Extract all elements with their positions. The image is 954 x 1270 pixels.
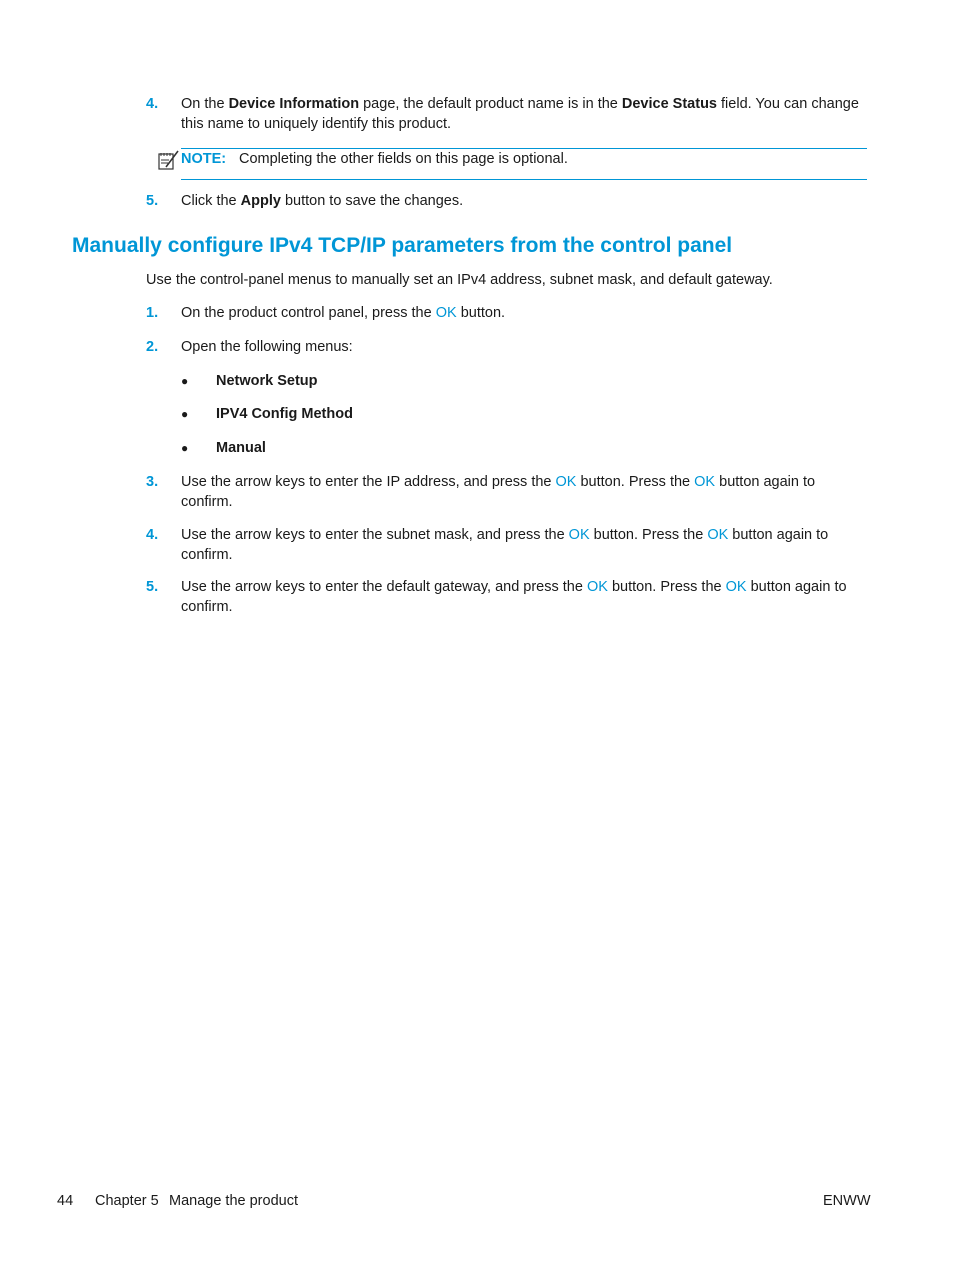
ok-button-ref: OK: [694, 474, 716, 490]
footer-right: ENWW: [823, 1193, 871, 1209]
ok-button-ref: OK: [586, 579, 608, 595]
note-label: NOTE:: [181, 151, 227, 167]
step-text: On the Device Information page, the default product name is in the Device Status field. You can change this name to uniquely identify this product.: [181, 96, 859, 132]
section-intro: Use the control-panel menus to manually set an IPv4 address, subnet mask, and default gateway.: [146, 272, 773, 288]
step-text: Use the arrow keys to enter the IP address, and press the OK button. Press the OK button again to confirm.: [181, 474, 816, 510]
bullet-icon: ●: [181, 441, 189, 455]
bullet-icon: ●: [181, 407, 189, 421]
chapter-title: Manage the product: [169, 1193, 298, 1209]
menu-item: IPV4 Config Method: [216, 406, 353, 422]
step-number: 1.: [146, 305, 159, 321]
step-number: 4.: [146, 527, 159, 543]
menu-item: Manual: [216, 440, 266, 456]
section-heading: Manually configure IPv4 TCP/IP parameters from the control panel: [72, 234, 733, 257]
step-text: Use the arrow keys to enter the default gateway, and press the OK button. Press the OK button again to confirm.: [181, 579, 847, 615]
step-text: Use the arrow keys to enter the subnet mask, and press the OK button. Press the OK button again to confirm.: [181, 527, 829, 563]
ok-button-ref: OK: [568, 527, 590, 543]
step-text: Open the following menus:: [181, 339, 353, 355]
step-number: 4.: [146, 96, 159, 112]
ok-button-ref: OK: [725, 579, 747, 595]
ok-button-ref: OK: [707, 527, 729, 543]
step-number: 5.: [146, 579, 159, 595]
page-number: 44: [57, 1193, 74, 1209]
step-number: 5.: [146, 193, 159, 209]
bullet-icon: ●: [181, 374, 189, 388]
menu-item: Network Setup: [216, 373, 318, 389]
step-text: Click the Apply button to save the changes.: [181, 193, 464, 209]
step-text: On the product control panel, press the OK button.: [181, 305, 506, 321]
step-number: 2.: [146, 339, 159, 355]
note-icon: [157, 149, 179, 171]
note-text: Completing the other fields on this page is optional.: [239, 151, 568, 167]
step-number: 3.: [146, 474, 159, 490]
ok-button-ref: OK: [435, 305, 457, 321]
chapter-label: Chapter 5: [95, 1193, 159, 1209]
ok-button-ref: OK: [555, 474, 577, 490]
